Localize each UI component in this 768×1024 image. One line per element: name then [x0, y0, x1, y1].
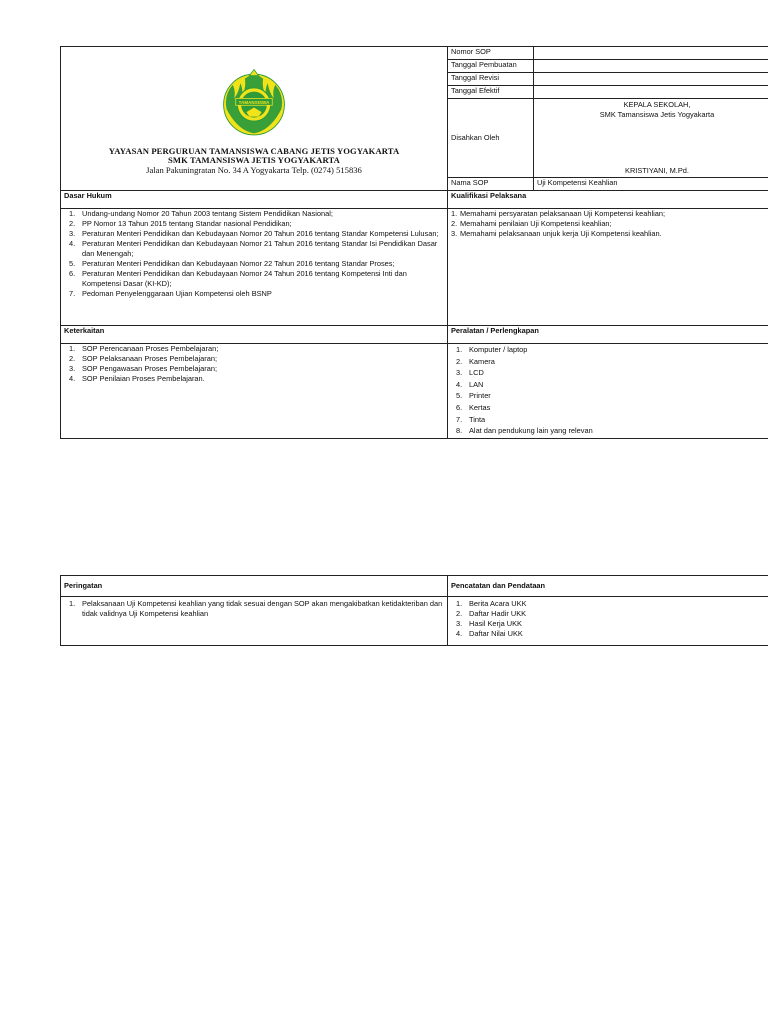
list-item: [451, 629, 768, 639]
sop-notes-table: [60, 575, 768, 646]
peringatan-list: [64, 599, 444, 619]
item-text: Memahami pelaksanaan unjuk kerja Uji Kompetensi keahlian.: [460, 229, 662, 238]
list-item: [64, 229, 444, 239]
item-number: 2.: [69, 219, 76, 228]
list-item: [451, 209, 768, 219]
list-item: [451, 379, 768, 391]
peringatan-cell: [61, 597, 448, 646]
item-text: Peraturan Menteri Pendidikan dan Kebudayaan Nomor 24 Tahun 2016 tentang Kompetensi Inti dan Kompetensi Dasar (KI-KD);: [82, 269, 407, 288]
item-number: 1.: [456, 345, 463, 354]
item-number: 1.: [69, 344, 76, 353]
item-text: Tinta: [469, 414, 486, 424]
tanggal-revisi-label: Tanggal Revisi: [448, 73, 534, 86]
kualifikasi-list: [451, 209, 768, 239]
item-text: Alat dan pendukung lain yang relevan: [469, 426, 593, 436]
item-text: Pedoman Penyelenggaraan Ujian Kompetensi oleh BSNP: [82, 289, 272, 298]
item-number: 4.: [69, 239, 76, 248]
item-text: Peraturan Menteri Pendidikan dan Kebudayaan Nomor 20 Tahun 2016 tentang Standar Kompetensi Lulusan;: [82, 229, 439, 238]
list-item: [64, 344, 444, 354]
item-number: 7.: [456, 414, 463, 424]
item-number: 4.: [69, 374, 76, 383]
list-item: [64, 209, 444, 219]
item-number: 6.: [456, 402, 463, 412]
list-item: [451, 599, 768, 609]
list-item: [451, 425, 768, 437]
item-text: Daftar Nilai UKK: [469, 629, 523, 638]
dasar-hukum-heading: Dasar Hukum: [61, 191, 448, 209]
list-item: [451, 356, 768, 368]
list-item: [64, 289, 444, 299]
tanggal-pembuatan-label: Tanggal Pembuatan: [448, 60, 534, 73]
item-number: 5.: [69, 259, 76, 268]
item-number: 2.: [69, 354, 76, 363]
school-name: SMK TAMANSISWA JETIS YOGYAKARTA: [168, 155, 340, 165]
item-text: Pelaksanaan Uji Kompetensi keahlian yang tidak sesuai dengan SOP akan mengakibatkan ketidakteriban dan tidak validnya Uji Kompetensi keahlian: [82, 599, 443, 618]
keterkaitan-list: [64, 344, 444, 384]
item-text: Berita Acara UKK: [469, 599, 527, 608]
item-number: 3.: [456, 368, 463, 378]
list-item: [451, 609, 768, 619]
nomor-sop-label: Nomor SOP: [448, 47, 534, 60]
item-number: 4.: [456, 629, 463, 638]
nama-sop-label: Nama SOP: [448, 178, 534, 191]
item-number: 3.: [451, 229, 458, 238]
disahkan-oleh-label: Disahkan Oleh: [448, 99, 534, 178]
tanggal-pembuatan-value: [534, 60, 768, 73]
item-text: LCD: [469, 368, 484, 378]
item-text: SOP Pelaksanaan Proses Pembelajaran;: [82, 354, 218, 363]
item-text: Memahami persyaratan pelaksanaan Uji Kompetensi keahlian;: [460, 209, 665, 218]
item-text: Komputer / laptop: [469, 345, 528, 354]
item-number: 1.: [451, 209, 458, 218]
keterkaitan-cell: [61, 344, 448, 439]
dasar-hukum-cell: [61, 209, 448, 326]
item-number: 2.: [456, 356, 463, 366]
list-item: [64, 219, 444, 229]
item-text: LAN: [469, 379, 484, 389]
approver-name: KRISTIYANI, M.Pd.: [625, 166, 689, 175]
list-item: [64, 354, 444, 364]
list-item: [64, 599, 444, 619]
item-text: Printer: [469, 391, 491, 401]
item-number: 6.: [69, 269, 76, 278]
pencatatan-cell: [448, 597, 768, 646]
nomor-sop-value: [534, 47, 768, 60]
list-item: [451, 229, 768, 239]
tanggal-revisi-value: [534, 73, 768, 86]
item-number: 5.: [456, 391, 463, 401]
nama-sop-value: Uji Kompetensi Keahlian: [534, 178, 768, 191]
approval-block: [534, 99, 768, 178]
peralatan-cell: [448, 344, 768, 439]
item-number: 1.: [69, 209, 76, 218]
school-address: Jalan Pakuningratan No. 34 A Yogyakarta Telp. (0274) 515836: [146, 165, 362, 175]
approver-school: SMK Tamansiswa Jetis Yogyakarta: [599, 110, 715, 119]
tanggal-efektif-value: [534, 86, 768, 99]
list-item: [451, 367, 768, 379]
peringatan-heading: Peringatan: [61, 576, 448, 597]
tamansiswa-logo-icon: [216, 65, 292, 141]
list-item: [64, 269, 444, 289]
item-text: SOP Perencanaan Proses Pembelajaran;: [82, 344, 219, 353]
item-text: SOP Pengawasan Proses Pembelajaran;: [82, 364, 218, 373]
sop-header-table: [60, 46, 768, 439]
list-item: [64, 239, 444, 259]
item-number: 2.: [456, 609, 463, 618]
item-text: Memahami penilaian Uji Kompetensi keahlian;: [460, 219, 612, 228]
logo-text: TAMANSISWA: [238, 99, 270, 105]
item-text: Kertas: [469, 402, 491, 412]
item-number: 3.: [69, 364, 76, 373]
item-number: 3.: [69, 229, 76, 238]
list-item: [64, 374, 444, 384]
list-item: [451, 219, 768, 229]
list-item: [451, 390, 768, 402]
item-number: 3.: [456, 619, 463, 628]
organization-name: YAYASAN PERGURUAN TAMANSISWA CABANG JETIS YOGYAKARTA: [108, 146, 400, 156]
item-number: 1.: [456, 599, 463, 608]
list-item: [64, 259, 444, 269]
item-number: 7.: [69, 289, 76, 298]
peralatan-heading: Peralatan / Perlengkapan: [448, 326, 768, 344]
item-text: Peraturan Menteri Pendidikan dan Kebudayaan Nomor 21 Tahun 2016 tentang Standar Isi Pendidikan Dasar dan Menengah;: [82, 239, 438, 258]
item-text: Kamera: [469, 356, 495, 366]
item-text: PP Nomor 13 Tahun 2015 tentang Standar nasional Pendidikan;: [82, 219, 292, 228]
list-item: [451, 402, 768, 414]
kualifikasi-heading: Kualifikasi Pelaksana: [448, 191, 768, 209]
item-text: Hasil Kerja UKK: [469, 619, 522, 628]
list-item: [451, 344, 768, 356]
list-item: [451, 619, 768, 629]
institution-header: [61, 47, 448, 191]
item-number: 4.: [456, 379, 463, 389]
list-item: [451, 414, 768, 426]
item-text: Undang-undang Nomor 20 Tahun 2003 tentang Sistem Pendidikan Nasional;: [82, 209, 333, 218]
pencatatan-list: [451, 599, 768, 639]
list-item: [64, 364, 444, 374]
item-text: Peraturan Menteri Pendidikan dan Kebudayaan Nomor 22 Tahun 2016 tentang Standar Proses;: [82, 259, 395, 268]
pencatatan-heading: Pencatatan dan Pendataan: [448, 576, 768, 597]
item-text: Daftar Hadir UKK: [469, 609, 527, 618]
item-number: 1.: [69, 599, 76, 608]
dasar-hukum-list: [64, 209, 444, 299]
item-text: SOP Penilaian Proses Pembelajaran.: [82, 374, 205, 383]
item-number: 2.: [451, 219, 458, 228]
item-number: 8.: [456, 426, 463, 436]
keterkaitan-heading: Keterkaitan: [61, 326, 448, 344]
tanggal-efektif-label: Tanggal Efektif: [448, 86, 534, 99]
kualifikasi-cell: [448, 209, 768, 326]
approver-title: KEPALA SEKOLAH,: [623, 100, 691, 109]
peralatan-list: [451, 344, 768, 437]
